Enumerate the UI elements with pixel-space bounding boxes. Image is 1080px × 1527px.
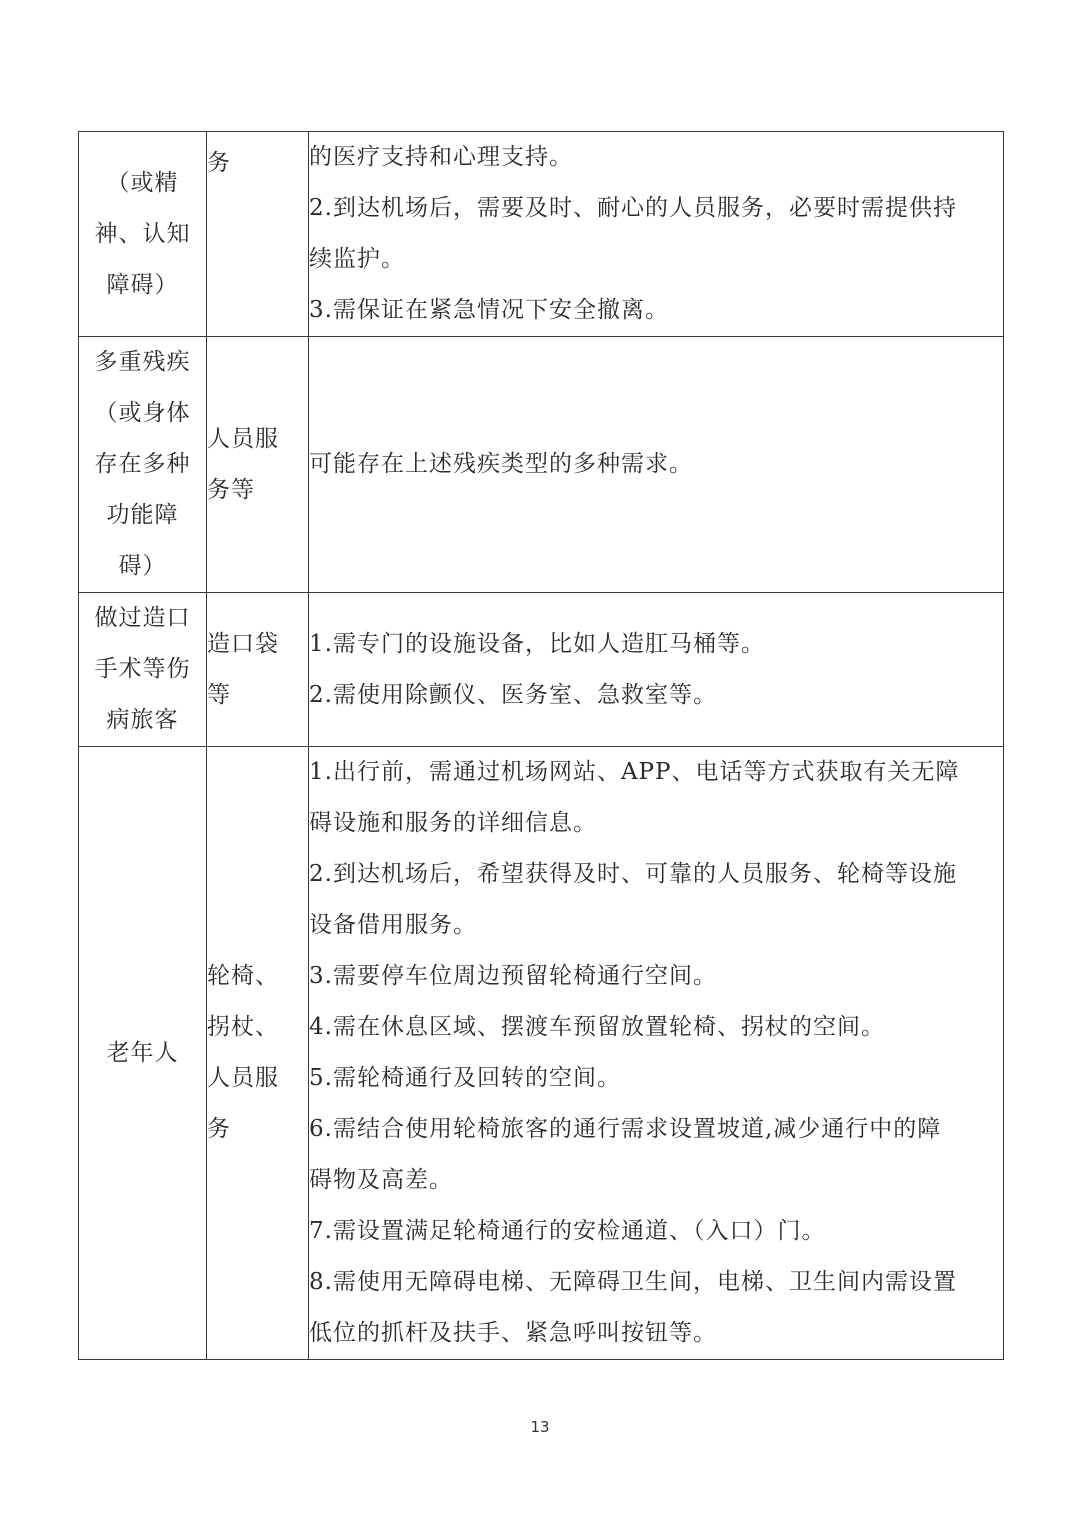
aids-line: 人员服 [207,1065,279,1091]
aids-cell [207,747,309,1360]
needs-line: 设备借用服务。 [309,912,477,938]
needs-cell [309,747,1004,1360]
needs-line: 2.到达机场后，希望获得及时、可靠的人员服务、轮椅等设施 [309,861,957,887]
category-line: 多重残疾 [94,349,191,375]
category-line: （或身体 [94,400,191,426]
table-row [79,337,1004,593]
aids-line: 轮椅、 [207,963,279,989]
category-line: 障碍） [106,271,179,298]
aids-line: 人员服 [207,425,279,452]
needs-line: 可能存在上述残疾类型的多种需求。 [309,451,693,477]
needs-line: 6.需结合使用轮椅旅客的通行需求设置坡道,减少通行中的障 [309,1116,942,1142]
table-row [79,747,1004,1360]
category-cell [79,593,207,747]
category-line: （或精 [106,169,179,196]
needs-line: 的医疗支持和心理支持。 [309,144,573,170]
category-line: 神、认知 [94,220,191,247]
needs-line: 3.需要停车位周边预留轮椅通行空间。 [309,963,717,989]
needs-line: 2.到达机场后，需要及时、耐心的人员服务，必要时需提供持 [309,195,957,221]
needs-cell [309,132,1004,337]
category-line: 碍） [118,553,167,579]
table-row [79,593,1004,747]
aids-line: 务 [207,1116,231,1142]
category-line: 功能障 [106,502,179,528]
aids-line: 等 [207,681,231,708]
category-line: 手术等伤 [94,656,191,682]
category-line: 存在多种 [94,451,191,477]
needs-line: 8.需使用无障碍电梯、无障碍卫生间，电梯、卫生间内需设置 [309,1269,957,1295]
aids-line: 务 [207,150,231,176]
needs-line: 4.需在休息区域、摆渡车预留放置轮椅、拐杖的空间。 [309,1014,885,1040]
category-cell [79,132,207,337]
page-number: 13 [530,1418,550,1436]
category-cell [79,337,207,593]
aids-cell [207,337,309,593]
category-line: 病旅客 [106,707,179,733]
table-row [79,132,1004,337]
aids-cell [207,593,309,747]
needs-line: 续监护。 [309,246,405,272]
needs-line: 5.需轮椅通行及回转的空间。 [309,1065,621,1091]
category-line: 做过造口 [94,605,191,631]
needs-line: 碍物及高差。 [309,1167,453,1193]
needs-line: 碍设施和服务的详细信息。 [309,810,597,836]
needs-cell [309,337,1004,593]
aids-cell [207,132,309,337]
category-cell [79,747,207,1360]
needs-line: 3.需保证在紧急情况下安全撤离。 [309,297,669,323]
needs-line: 低位的抓杆及扶手、紧急呼叫按钮等。 [309,1320,717,1346]
aids-line: 造口袋 [207,630,279,657]
aids-line: 拐杖、 [207,1014,279,1040]
needs-line: 1.需专门的设施设备，比如人造肛马桶等。 [309,630,765,657]
accessibility-needs-table [78,131,1004,1360]
needs-line: 7.需设置满足轮椅通行的安检通道、（入口）门。 [309,1218,826,1244]
category-line: 老年人 [106,1039,179,1066]
needs-line: 2.需使用除颤仪、医务室、急救室等。 [309,681,717,708]
needs-cell [309,593,1004,747]
needs-line: 1.出行前，需通过机场网站、APP、电话等方式获取有关无障 [309,759,960,785]
aids-line: 务等 [207,476,255,503]
